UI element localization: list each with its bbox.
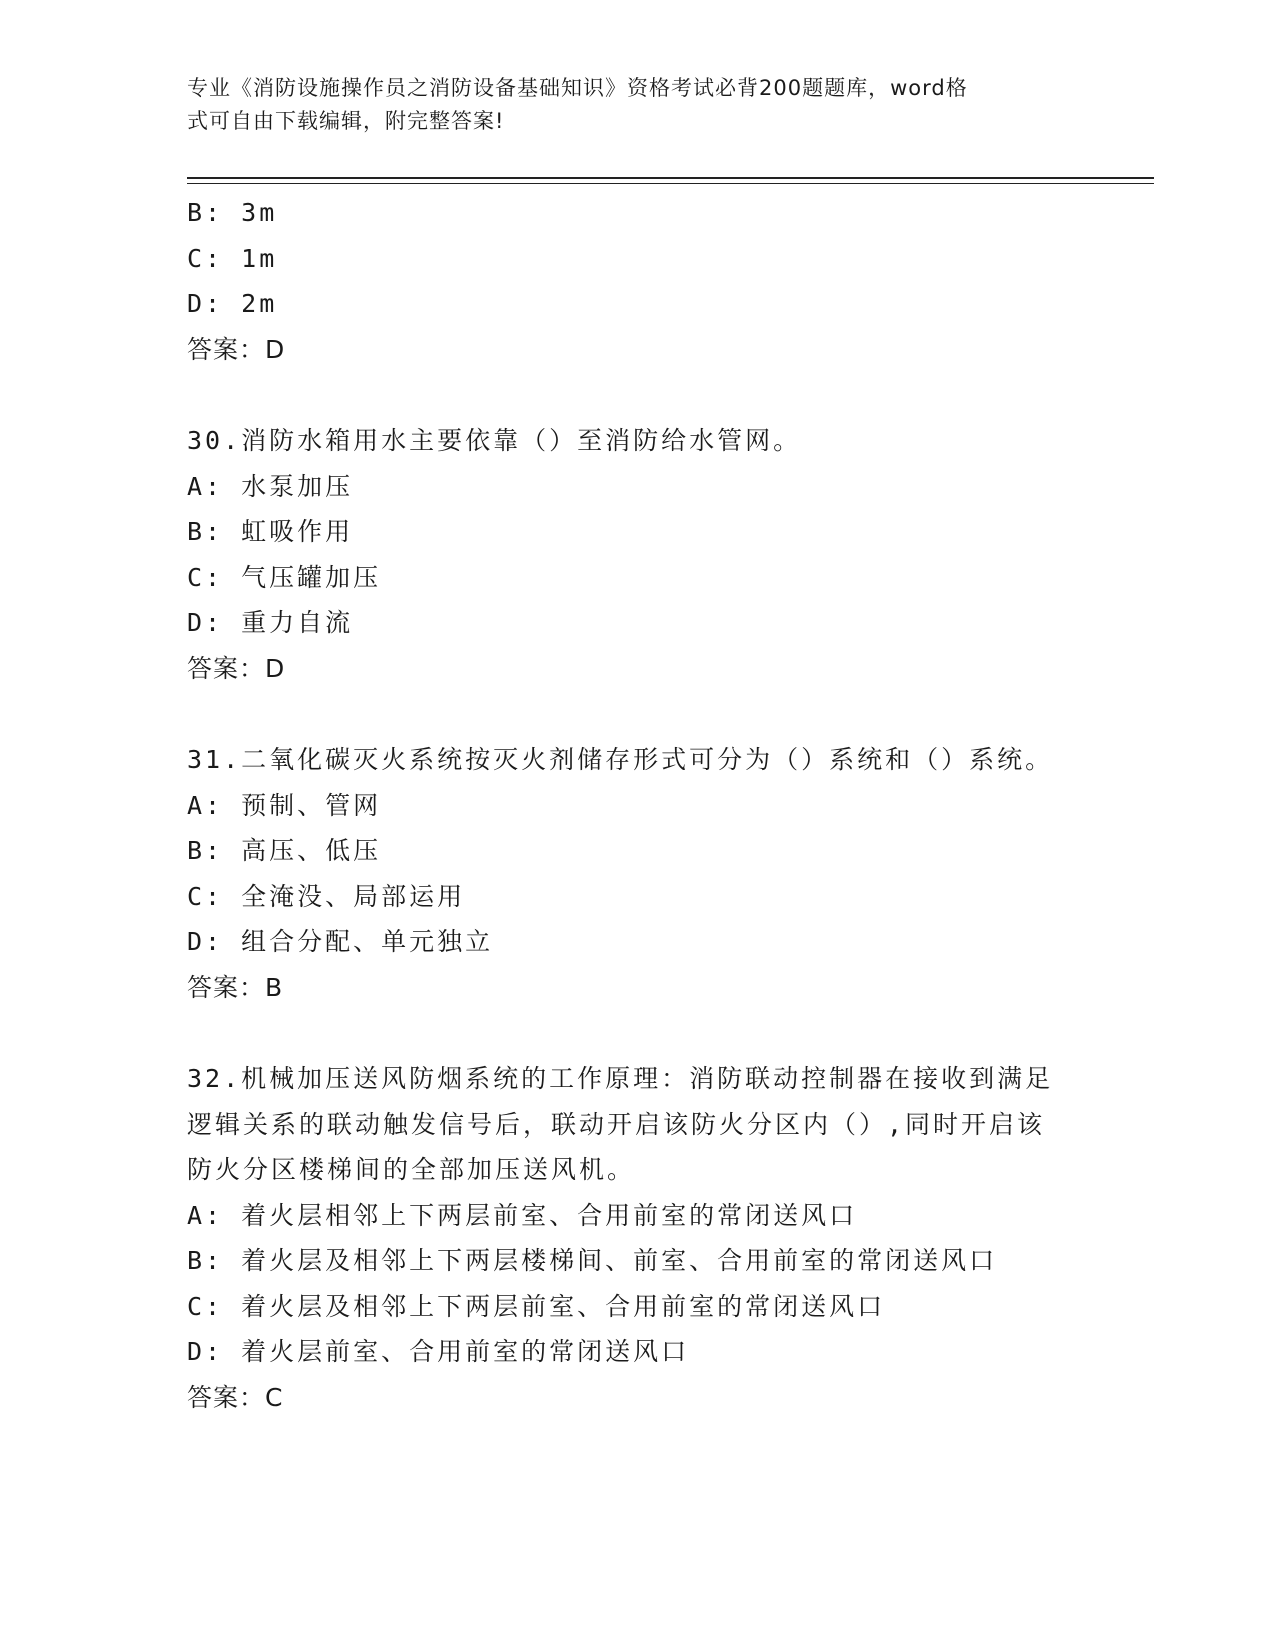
option-c: C: 着火层及相邻上下两层前室、合用前室的常闭送风口 — [187, 1291, 886, 1321]
option-b: B: 高压、低压 — [187, 836, 382, 865]
option-c: C: 全淹没、局部运用 — [187, 881, 466, 911]
option-a: A: 着火层相邻上下两层前室、合用前室的常闭送风口 — [187, 1200, 858, 1230]
question-32 — [187, 1056, 1087, 1420]
option-a: A: 预制、管网 — [187, 790, 382, 820]
question-stem-line-1: 32.机械加压送风防烟系统的工作原理：消防联动控制器在接收到满足 — [187, 1064, 1054, 1093]
option-b: B: 3m — [187, 198, 278, 227]
answer: 答案：B — [187, 972, 284, 1002]
option-c: C: 1m — [187, 243, 278, 273]
header-divider-thin — [187, 183, 1154, 184]
answer: 答案：D — [187, 334, 286, 364]
question-31 — [187, 737, 1087, 1010]
option-d: D: 着火层前室、合用前室的常闭送风口 — [187, 1337, 690, 1366]
question-stem: 30.消防水箱用水主要依靠（）至消防给水管网。 — [187, 426, 802, 455]
option-b: B: 虹吸作用 — [187, 517, 354, 546]
option-c: C: 气压罐加压 — [187, 562, 382, 592]
question-stem-line-2: 逻辑关系的联动触发信号后，联动开启该防火分区内（）,同时开启该 — [187, 1109, 1046, 1139]
document-header — [187, 72, 1067, 138]
question-stem: 31.二氧化碳灭火系统按灭火剂储存形式可分为（）系统和（）系统。 — [187, 745, 1054, 774]
question-continued — [187, 190, 1087, 372]
header-line-1: 专业《消防设施操作员之消防设备基础知识》资格考试必背200题题库，word格 — [187, 76, 968, 100]
question-30 — [187, 418, 1087, 691]
header-divider-thick — [187, 177, 1154, 179]
answer: 答案：C — [187, 1382, 284, 1412]
header-line-2: 式可自由下载编辑，附完整答案! — [187, 109, 505, 133]
option-b: B: 着火层及相邻上下两层楼梯间、前室、合用前室的常闭送风口 — [187, 1246, 998, 1275]
answer: 答案：D — [187, 653, 286, 683]
option-d: D: 重力自流 — [187, 608, 354, 637]
option-a: A: 水泵加压 — [187, 471, 354, 501]
question-stem-line-3: 防火分区楼梯间的全部加压送风机。 — [187, 1155, 636, 1184]
option-d: D: 组合分配、单元独立 — [187, 927, 494, 956]
option-d: D: 2m — [187, 289, 278, 318]
question-list — [187, 190, 1087, 1420]
